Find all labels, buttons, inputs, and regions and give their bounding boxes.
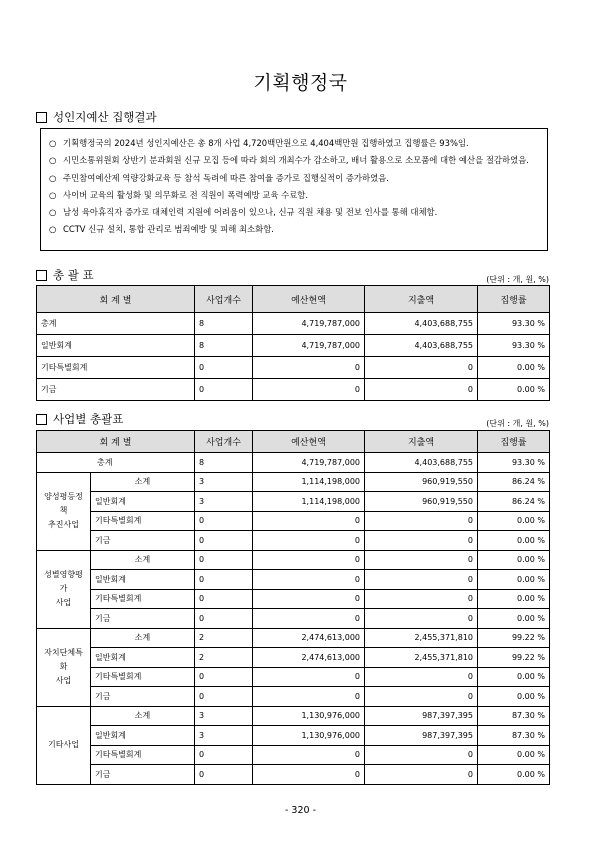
cell-count: 0	[195, 765, 253, 785]
cell-spent: 2,455,371,810	[365, 628, 478, 648]
row-label: 총계	[37, 313, 195, 335]
square-bullet-icon	[36, 414, 47, 425]
column-header: 집행률	[478, 431, 550, 453]
cell-rate: 87.30 %	[478, 726, 550, 746]
cell-rate: 86.24 %	[478, 472, 550, 492]
row-label: 기타특별회계	[91, 511, 195, 531]
cell-spent: 0	[365, 609, 478, 629]
column-header: 회 계 별	[37, 286, 195, 313]
row-label: 일반회계	[91, 726, 195, 746]
cell-budget: 4,719,787,000	[253, 335, 365, 357]
column-header: 예산현액	[253, 286, 365, 313]
bullet-item	[49, 221, 539, 238]
table-header-row	[37, 286, 550, 313]
bullet-text: 주민참여예산제 역량강화교육 등 참석 독려에 따른 참여율 증가로 집행실적이 증가하였음.	[63, 172, 389, 183]
table-row	[37, 531, 550, 551]
bullet-text: 사이버 교육의 활성화 및 의무화로 전 직원이 폭력예방 교육 수료함.	[63, 189, 309, 200]
row-label: 기금	[91, 765, 195, 785]
table-row	[37, 472, 550, 492]
row-label: 일반회계	[91, 492, 195, 512]
row-label: 기타특별회계	[91, 667, 195, 687]
cell-spent: 4,403,688,755	[365, 313, 478, 335]
section-title: 총 괄 표	[53, 268, 94, 282]
cell-count: 2	[195, 628, 253, 648]
column-header: 회 계 별	[37, 431, 195, 453]
cell-budget: 0	[253, 667, 365, 687]
cell-rate: 0.00 %	[478, 745, 550, 765]
cell-spent: 2,455,371,810	[365, 648, 478, 668]
group-label: 자치단체특화 사업	[37, 628, 91, 706]
cell-spent: 0	[365, 745, 478, 765]
table-row	[37, 589, 550, 609]
row-label: 기타특별회계	[91, 745, 195, 765]
cell-rate: 87.30 %	[478, 706, 550, 726]
cell-count: 8	[195, 335, 253, 357]
circle-bullet-icon: ○	[49, 189, 57, 200]
cell-spent: 0	[365, 550, 478, 570]
cell-count: 0	[195, 589, 253, 609]
cell-spent: 4,403,688,755	[365, 335, 478, 357]
cell-budget: 4,719,787,000	[253, 453, 365, 473]
cell-budget: 0	[253, 745, 365, 765]
cell-count: 0	[195, 609, 253, 629]
cell-spent: 0	[365, 570, 478, 590]
table-row	[37, 357, 550, 379]
circle-bullet-icon: ○	[49, 138, 57, 148]
cell-count: 3	[195, 726, 253, 746]
page-title: 기획행정국	[253, 72, 348, 94]
group-label: 기타사업	[37, 706, 91, 784]
cell-count: 0	[195, 531, 253, 551]
cell-count: 0	[195, 745, 253, 765]
row-label: 기타특별회계	[37, 357, 195, 379]
column-header: 사업개수	[195, 431, 253, 453]
cell-rate: 0.00 %	[478, 357, 550, 379]
cell-count: 0	[195, 687, 253, 707]
cell-budget: 0	[253, 765, 365, 785]
table-row	[37, 706, 550, 726]
table-header-row	[37, 431, 550, 453]
summary-box	[40, 128, 548, 251]
bullet-item	[49, 187, 539, 204]
bullet-item	[49, 152, 539, 169]
cell-spent: 987,397,395	[365, 706, 478, 726]
cell-count: 3	[195, 706, 253, 726]
row-label: 소계	[91, 472, 195, 492]
cell-budget: 0	[253, 589, 365, 609]
cell-rate: 99.22 %	[478, 648, 550, 668]
cell-budget: 1,114,198,000	[253, 492, 365, 512]
row-label: 일반회계	[91, 570, 195, 590]
cell-count: 0	[195, 511, 253, 531]
cell-budget: 1,130,976,000	[253, 706, 365, 726]
cell-count: 2	[195, 648, 253, 668]
cell-rate: 0.00 %	[478, 531, 550, 551]
table-row	[37, 667, 550, 687]
cell-spent: 0	[365, 687, 478, 707]
row-label: 기금	[37, 379, 195, 401]
row-label: 기타특별회계	[91, 589, 195, 609]
cell-rate: 86.24 %	[478, 492, 550, 512]
table-row	[37, 765, 550, 785]
cell-rate: 0.00 %	[478, 570, 550, 590]
table-row	[37, 745, 550, 765]
bullet-text: 남성 육아휴직자 증가로 대체인력 지원에 어려움이 있으나, 신규 직원 채용 및 전보 인사를 통해 대체함.	[63, 207, 438, 218]
cell-budget: 0	[253, 570, 365, 590]
cell-rate: 0.00 %	[478, 765, 550, 785]
column-header: 지출액	[365, 286, 478, 313]
section-heading-by-project	[36, 411, 123, 427]
table-row	[37, 379, 550, 401]
section-heading-summary	[36, 267, 94, 283]
cell-rate: 99.22 %	[478, 628, 550, 648]
cell-budget: 2,474,613,000	[253, 648, 365, 668]
cell-budget: 1,130,976,000	[253, 726, 365, 746]
cell-spent: 0	[365, 357, 478, 379]
cell-rate: 93.30 %	[478, 453, 550, 473]
row-label: 일반회계	[37, 335, 195, 357]
section-title: 성인지예산 집행결과	[53, 110, 157, 124]
cell-rate: 0.00 %	[478, 667, 550, 687]
table-row	[37, 570, 550, 590]
table-row	[37, 313, 550, 335]
circle-bullet-icon: ○	[49, 155, 57, 166]
table-row	[37, 335, 550, 357]
cell-count: 3	[195, 472, 253, 492]
cell-budget: 2,474,613,000	[253, 628, 365, 648]
bullet-item	[49, 204, 539, 221]
cell-rate: 93.30 %	[478, 313, 550, 335]
cell-rate: 0.00 %	[478, 511, 550, 531]
cell-count: 0	[195, 570, 253, 590]
circle-bullet-icon: ○	[49, 224, 57, 235]
cell-count: 8	[195, 453, 253, 473]
cell-count: 3	[195, 492, 253, 512]
table-row	[37, 628, 550, 648]
section-title: 사업별 총괄표	[53, 412, 124, 426]
cell-count: 0	[195, 379, 253, 401]
bullet-item	[49, 135, 539, 152]
page-number: - 320 -	[284, 805, 317, 816]
cell-spent: 960,919,550	[365, 492, 478, 512]
cell-budget: 0	[253, 687, 365, 707]
project-table	[36, 430, 550, 785]
table-row	[37, 609, 550, 629]
cell-spent: 987,397,395	[365, 726, 478, 746]
group-label: 양성평등정책 추진사업	[37, 472, 91, 550]
row-label: 일반회계	[91, 648, 195, 668]
cell-spent: 4,403,688,755	[365, 453, 478, 473]
cell-budget: 0	[253, 357, 365, 379]
unit-label: (단위 : 개, 원, %)	[486, 275, 549, 284]
cell-spent: 0	[365, 379, 478, 401]
square-bullet-icon	[36, 112, 47, 123]
square-bullet-icon	[36, 270, 47, 281]
column-header: 예산현액	[253, 431, 365, 453]
cell-spent: 960,919,550	[365, 472, 478, 492]
cell-spent: 0	[365, 531, 478, 551]
cell-rate: 0.00 %	[478, 379, 550, 401]
table-row	[37, 492, 550, 512]
cell-spent: 0	[365, 667, 478, 687]
cell-count: 0	[195, 667, 253, 687]
cell-rate: 0.00 %	[478, 589, 550, 609]
cell-budget: 0	[253, 511, 365, 531]
cell-rate: 0.00 %	[478, 687, 550, 707]
bullet-text: CCTV 신규 설치, 통합 관리로 범죄예방 및 피해 최소화함.	[63, 224, 274, 235]
total-row	[37, 453, 550, 473]
column-header: 지출액	[365, 431, 478, 453]
cell-spent: 0	[365, 511, 478, 531]
row-label: 소계	[91, 628, 195, 648]
circle-bullet-icon: ○	[49, 172, 57, 183]
column-header: 사업개수	[195, 286, 253, 313]
summary-table	[36, 285, 550, 401]
circle-bullet-icon: ○	[49, 207, 57, 218]
row-label: 총계	[37, 453, 195, 473]
cell-spent: 0	[365, 765, 478, 785]
table-row	[37, 550, 550, 570]
cell-budget: 4,719,787,000	[253, 313, 365, 335]
bullet-item	[49, 170, 539, 187]
cell-spent: 0	[365, 589, 478, 609]
cell-budget: 0	[253, 531, 365, 551]
cell-rate: 93.30 %	[478, 335, 550, 357]
cell-budget: 0	[253, 609, 365, 629]
row-label: 기금	[91, 687, 195, 707]
row-label: 소계	[91, 706, 195, 726]
cell-count: 0	[195, 357, 253, 379]
table-row	[37, 726, 550, 746]
table-row	[37, 511, 550, 531]
row-label: 기금	[91, 531, 195, 551]
unit-label: (단위 : 개, 원, %)	[486, 419, 549, 428]
cell-budget: 0	[253, 550, 365, 570]
section-heading-gender-budget	[36, 109, 157, 125]
table-row	[37, 687, 550, 707]
bullet-text: 기획행정국의 2024년 성인지예산은 총 8개 사업 4,720백만원으로 4,404백만원 집행하였고 집행률은 93%임.	[63, 138, 469, 148]
cell-budget: 0	[253, 379, 365, 401]
table-row	[37, 648, 550, 668]
cell-count: 0	[195, 550, 253, 570]
row-label: 소계	[91, 550, 195, 570]
cell-rate: 0.00 %	[478, 609, 550, 629]
row-label: 기금	[91, 609, 195, 629]
cell-budget: 1,114,198,000	[253, 472, 365, 492]
column-header: 집행률	[478, 286, 550, 313]
bullet-text: 시민소통위원회 상반기 분과회원 신규 모집 등에 따라 회의 개최수가 감소하고, 배너 활용으로 소모품에 대한 예산을 절감하였음.	[63, 155, 529, 166]
cell-count: 8	[195, 313, 253, 335]
group-label: 성별영향평가 사업	[37, 550, 91, 628]
cell-rate: 0.00 %	[478, 550, 550, 570]
